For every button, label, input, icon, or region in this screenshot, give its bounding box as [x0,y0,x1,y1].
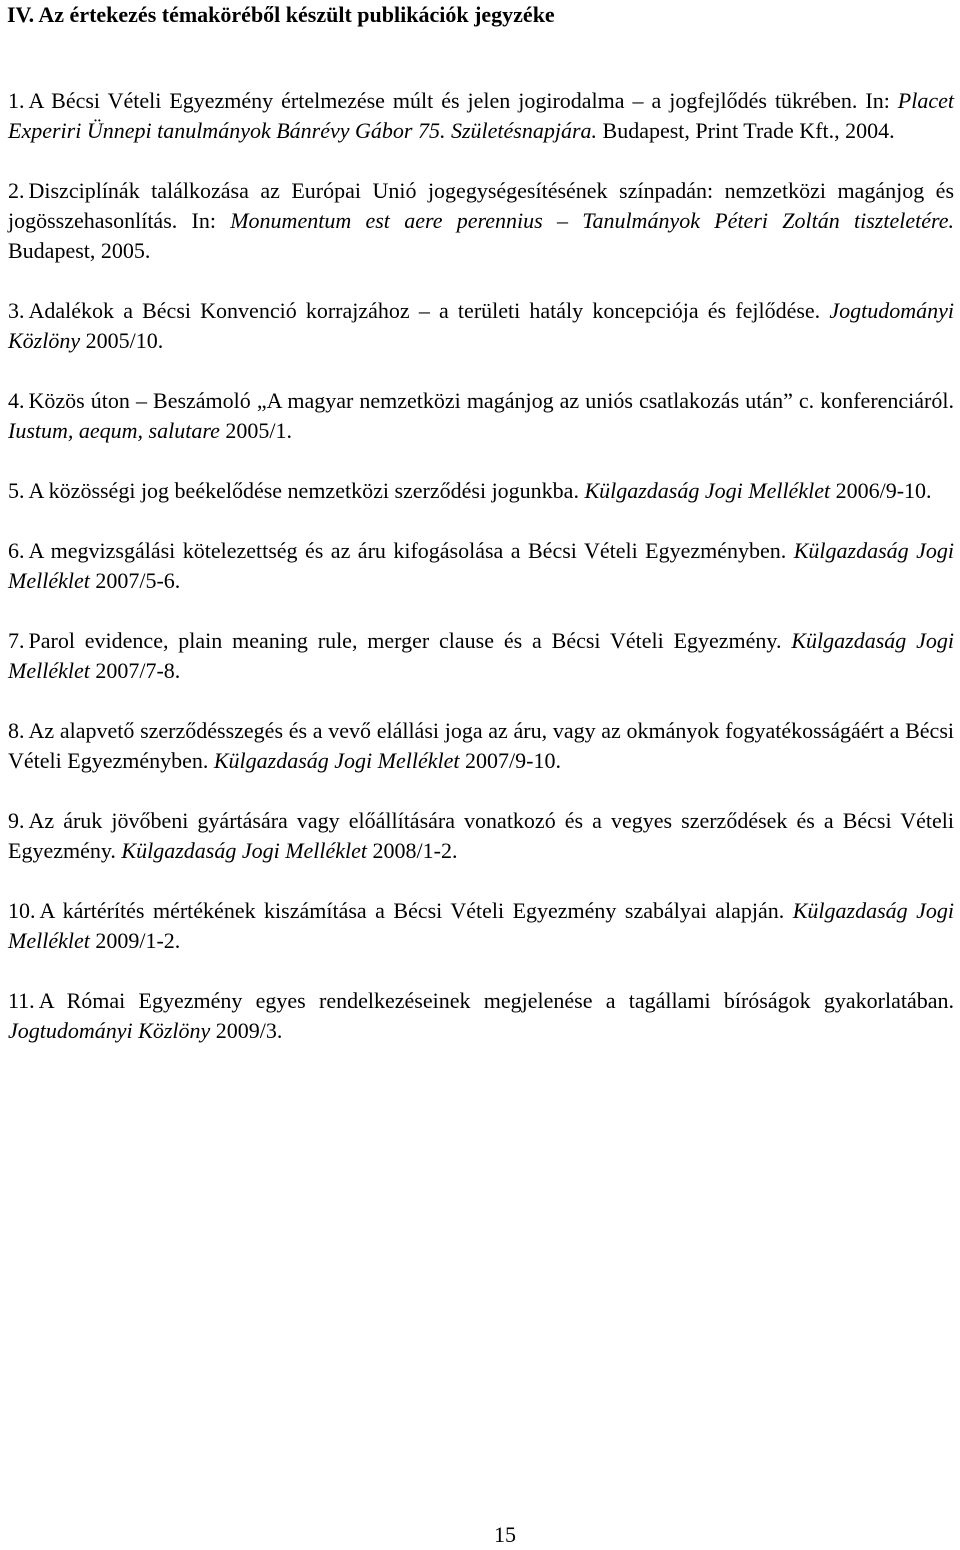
publication-item [8,386,954,446]
publication-number: 2. [8,178,25,203]
publication-text: Közös úton – Beszámoló „A magyar nemzetközi magánjog az uniós csatlakozás után” c. konferenciáról. [28,388,954,413]
publication-item [8,176,954,266]
publication-number: 11. [8,988,35,1013]
publication-text: 2007/9-10. [459,748,561,773]
publication-text: A közösségi jog beékelődése nemzetközi szerződési jogunkba. [28,478,585,503]
publication-source-title: Iustum, aequm, salutare [8,418,220,443]
publication-text: 2007/7-8. [89,658,181,683]
publication-text: 2008/1-2. [367,838,458,863]
publication-source-title: Külgazdaság Jogi Melléklet [8,628,954,683]
publication-text: A Bécsi Vételi Egyezmény értelmezése múlt és jelen jogirodalma – a jogfejlődés tükrében. In: [28,88,898,113]
publication-item [8,296,954,356]
publication-item [8,986,954,1046]
publication-number: 9. [8,808,25,833]
publication-number: 8. [8,718,25,743]
publication-source-title: Külgazdaság Jogi Melléklet [8,538,954,593]
publication-source-title: Külgazdaság Jogi Melléklet [584,478,831,503]
publication-number: 6. [8,538,25,563]
publication-item [8,86,954,146]
publication-text: Az alapvető szerződésszegés és a vevő elállási joga az áru, vagy az okmányok fogyatékosságáért a Bécsi Vételi Egyezményben. [8,718,954,773]
publication-text: A kártérítés mértékének kiszámítása a Bécsi Vételi Egyezmény szabályai alapján. [39,898,793,923]
publication-text: Budapest, 2005. [8,238,151,263]
publication-text: 2009/1-2. [89,928,181,953]
publication-source-title: Külgazdaság Jogi Melléklet [213,748,460,773]
publication-number: 3. [8,298,25,323]
publication-text: 2006/9-10. [830,478,932,503]
publication-item [8,896,954,956]
page-number: 15 [494,1522,516,1547]
publication-number: 5. [8,478,25,503]
publication-source-title: Külgazdaság Jogi Melléklet [8,898,954,953]
publication-text: Budapest, Print Trade Kft., 2004. [597,118,895,143]
publication-number: 4. [8,388,25,413]
publication-text: 2005/10. [80,328,164,353]
publication-item [8,716,954,776]
publication-text: 2005/1. [219,418,292,443]
publication-source-title: Monumentum est aere perennius – Tanulmányok Péteri Zoltán tiszteletére. [230,208,954,233]
publication-item [8,476,954,506]
publication-item [8,626,954,686]
publication-item [8,806,954,866]
publication-item [8,536,954,596]
section-heading: IV. Az értekezés témaköréből készült publikációk jegyzéke [7,2,555,27]
publication-source-title: Placet Experiri Ünnepi tanulmányok Bánrévy Gábor 75. Születésnapjára. [8,88,954,143]
publication-text: Az áruk jövőbeni gyártására vagy előállítására vonatkozó és a vegyes szerződések és a Bécsi Vételi Egyezmény. [8,808,954,863]
publication-number: 1. [8,88,25,113]
publication-text: Diszciplínák találkozása az Európai Unió jogegységesítésének színpadán: nemzetközi magánjog és jogösszehasonlítás. In: [8,178,954,233]
publication-source-title: Jogtudományi Közlöny [8,1018,211,1043]
publication-text: A megvizsgálási kötelezettség és az áru kifogásolása a Bécsi Vételi Egyezményben. [28,538,794,563]
publication-text: A Római Egyezmény egyes rendelkezéseinek megjelenése a tagállami bíróságok gyakorlatában. [38,988,954,1013]
publication-number: 7. [8,628,25,653]
publication-text: Parol evidence, plain meaning rule, merger clause és a Bécsi Vételi Egyezmény. [28,628,792,653]
publication-source-title: Jogtudományi Közlöny [8,298,954,353]
publication-source-title: Külgazdaság Jogi Melléklet [121,838,368,863]
publication-list [8,86,954,1076]
publication-text: 2009/3. [210,1018,283,1043]
publication-text: Adalékok a Bécsi Konvenció korrajzához – a területi hatály koncepciója és fejlődése. [28,298,830,323]
publication-number: 10. [8,898,36,923]
publication-text: 2007/5-6. [89,568,181,593]
